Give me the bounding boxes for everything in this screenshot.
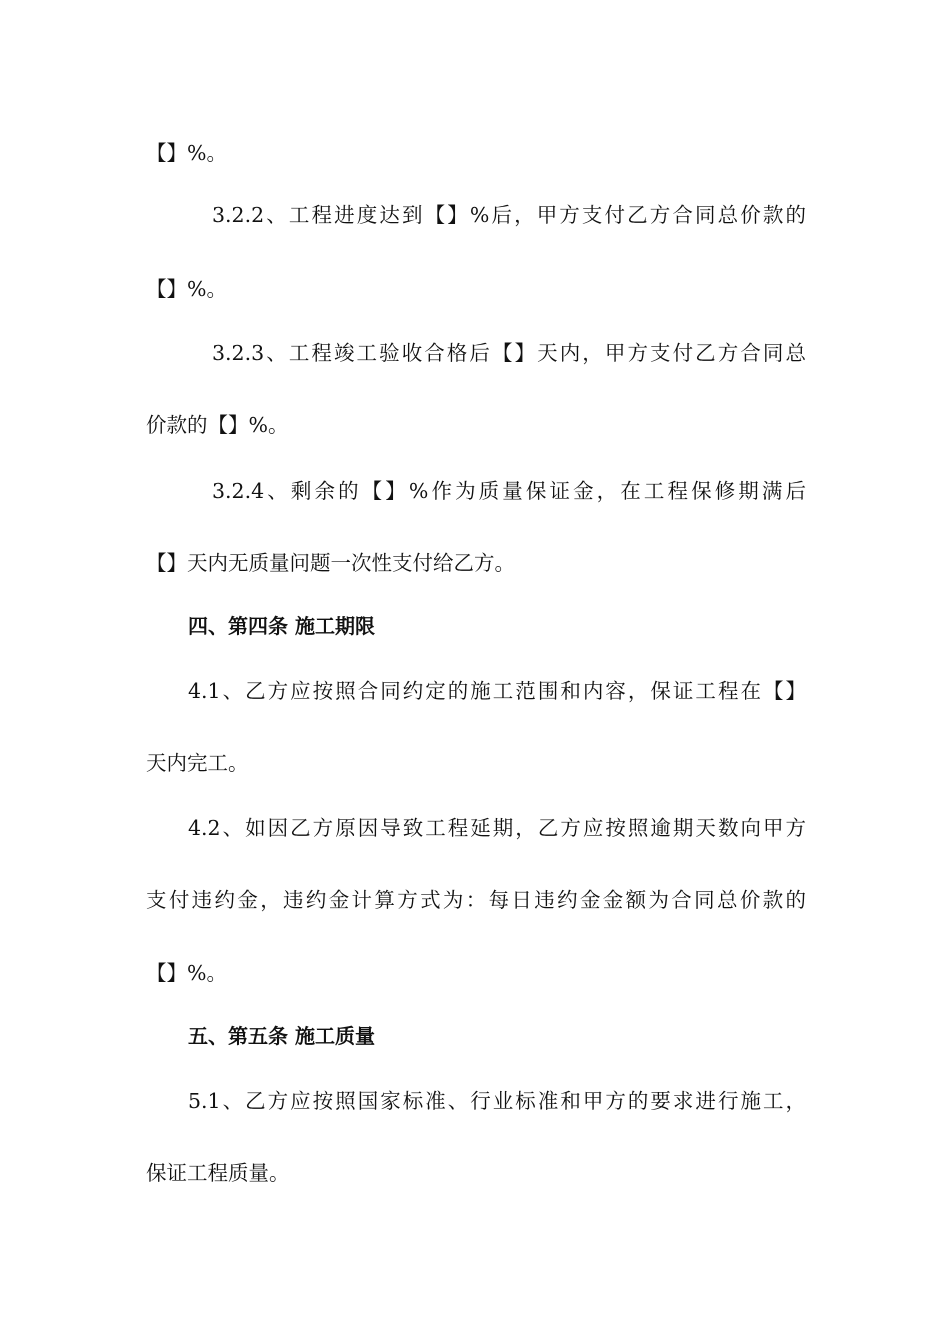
paragraph-line: 【】天内无质量问题一次性支付给乙方。 [146,551,515,575]
clause-3-2-4: 3.2.4、剩余的【】%作为质量保证金，在工程保修期满后 [212,479,806,503]
clause-3-2-2: 3.2.2、工程进度达到【】%后，甲方支付乙方合同总价款的 [212,203,806,227]
paragraph-line: 【】%。 [146,961,227,985]
section-heading-5: 五、第五条 施工质量 [188,1024,375,1048]
paragraph-line: 支付违约金，违约金计算方式为：每日违约金金额为合同总价款的 [146,888,806,912]
clause-5-1: 5.1、乙方应按照国家标准、行业标准和甲方的要求进行施工， [188,1089,806,1113]
clause-3-2-3: 3.2.3、工程竣工验收合格后【】天内，甲方支付乙方合同总 [212,341,806,365]
paragraph-line: 价款的【】%。 [146,413,289,437]
paragraph-line: 天内完工。 [146,751,249,775]
paragraph-line: 【】%。 [146,141,227,165]
clause-4-2: 4.2、如因乙方原因导致工程延期，乙方应按照逾期天数向甲方 [188,816,806,840]
section-heading-4: 四、第四条 施工期限 [188,614,375,638]
paragraph-line: 【】%。 [146,277,227,301]
clause-4-1: 4.1、乙方应按照合同约定的施工范围和内容，保证工程在【】 [188,679,806,703]
paragraph-line: 保证工程质量。 [146,1161,290,1185]
